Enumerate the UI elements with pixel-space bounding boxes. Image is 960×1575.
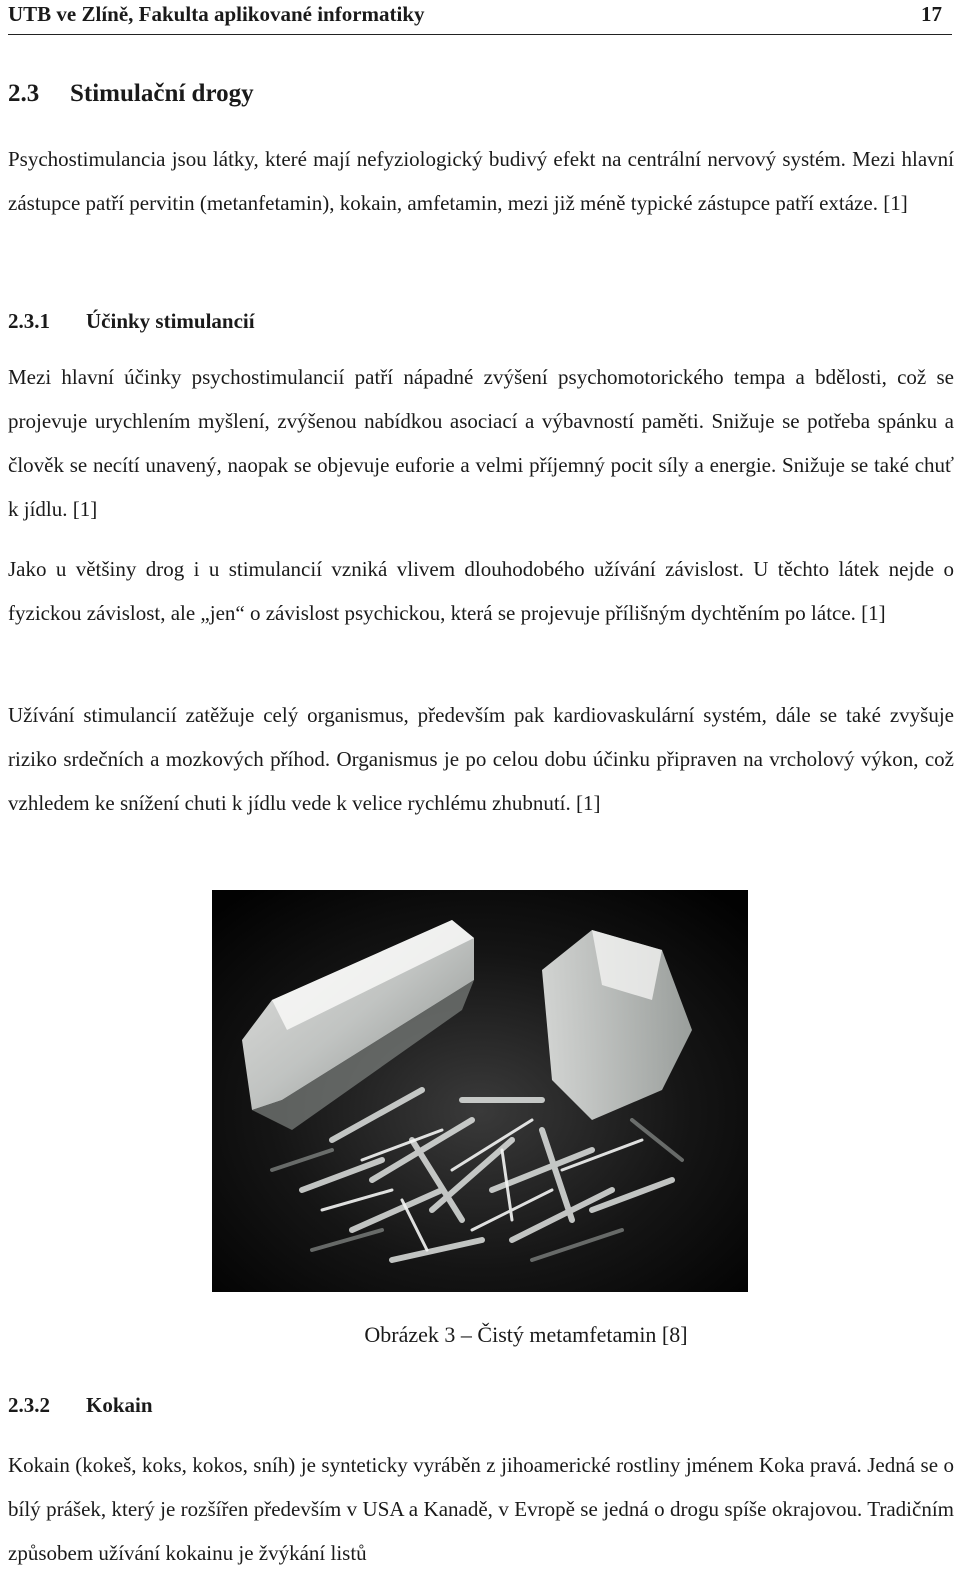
page-header — [8, 0, 952, 35]
figure-caption: Obrázek 3 – Čistý metamfetamin [8] — [364, 1322, 688, 1347]
paragraph-cocaine: Kokain (kokeš, koks, kokos, sníh) je synteticky vyráběn z jihoamerické rostliny jménem Koka pravá. Jedná se o bílý prášek, který je rozšířen především v USA a Kanadě, v Evropě se jedná o drogu spíše okrajovou. Tradičním způsobem užívání kokainu je žvýkání listů — [8, 1453, 954, 1565]
subsection-title-2: Kokain — [86, 1393, 153, 1417]
header-institution: UTB ve Zlíně, Fakulta aplikované informatiky — [8, 2, 425, 26]
paragraph-organism: Užívání stimulancií zatěžuje celý organismus, především pak kardiovaskulární systém, dále se také zvyšuje riziko srdečních a mozkových příhod. Organismus je po celou dobu účinku připraven na vrcholový výkon, což vzhledem ke snížení chuti k jídlu vede k velice rychlému zhubnutí. [1] — [8, 703, 954, 815]
section-title: Stimulační drogy — [70, 80, 254, 107]
subsection-heading-2 — [8, 1393, 153, 1418]
header-page-number: 17 — [921, 2, 942, 26]
paragraph-dependence: Jako u většiny drog i u stimulancií vzniká vlivem dlouhodobého užívání závislost. U těchto látek nejde o fyzickou závislost, ale „jen“ o závislost psychickou, která se projevuje přílišným dychtěním po látce. [1] — [8, 557, 954, 625]
section-number: 2.3 — [8, 80, 40, 107]
paragraph-effects: Mezi hlavní účinky psychostimulancií patří nápadné zvýšení psychomotorického tempa a bdělosti, což se projevuje urychlením myšlení, zvýšenou nabídkou asociací a výbavností paměti. Snižuje se potřeba spánku a člověk se necítí unavený, naopak se objevuje euforie a velmi příjemný pocit síly a energie. Snižuje se také chuť k jídlu. [1] — [8, 365, 954, 521]
subsection-number-1: 2.3.1 — [8, 309, 50, 333]
subsection-number-2: 2.3.2 — [8, 1393, 50, 1417]
subsection-title-1: Účinky stimulancií — [86, 309, 255, 333]
section-intro: Psychostimulancia jsou látky, které mají nefyziologický budivý efekt na centrální nervový systém. Mezi hlavní zástupce patří pervitin (metanfetamin), kokain, amfetamin, mezi již méně typické zástupce patří extáze. [1] — [8, 147, 954, 215]
methamphetamine-photo — [212, 890, 748, 1292]
subsection-heading-1 — [8, 309, 255, 334]
section-heading — [8, 80, 254, 108]
